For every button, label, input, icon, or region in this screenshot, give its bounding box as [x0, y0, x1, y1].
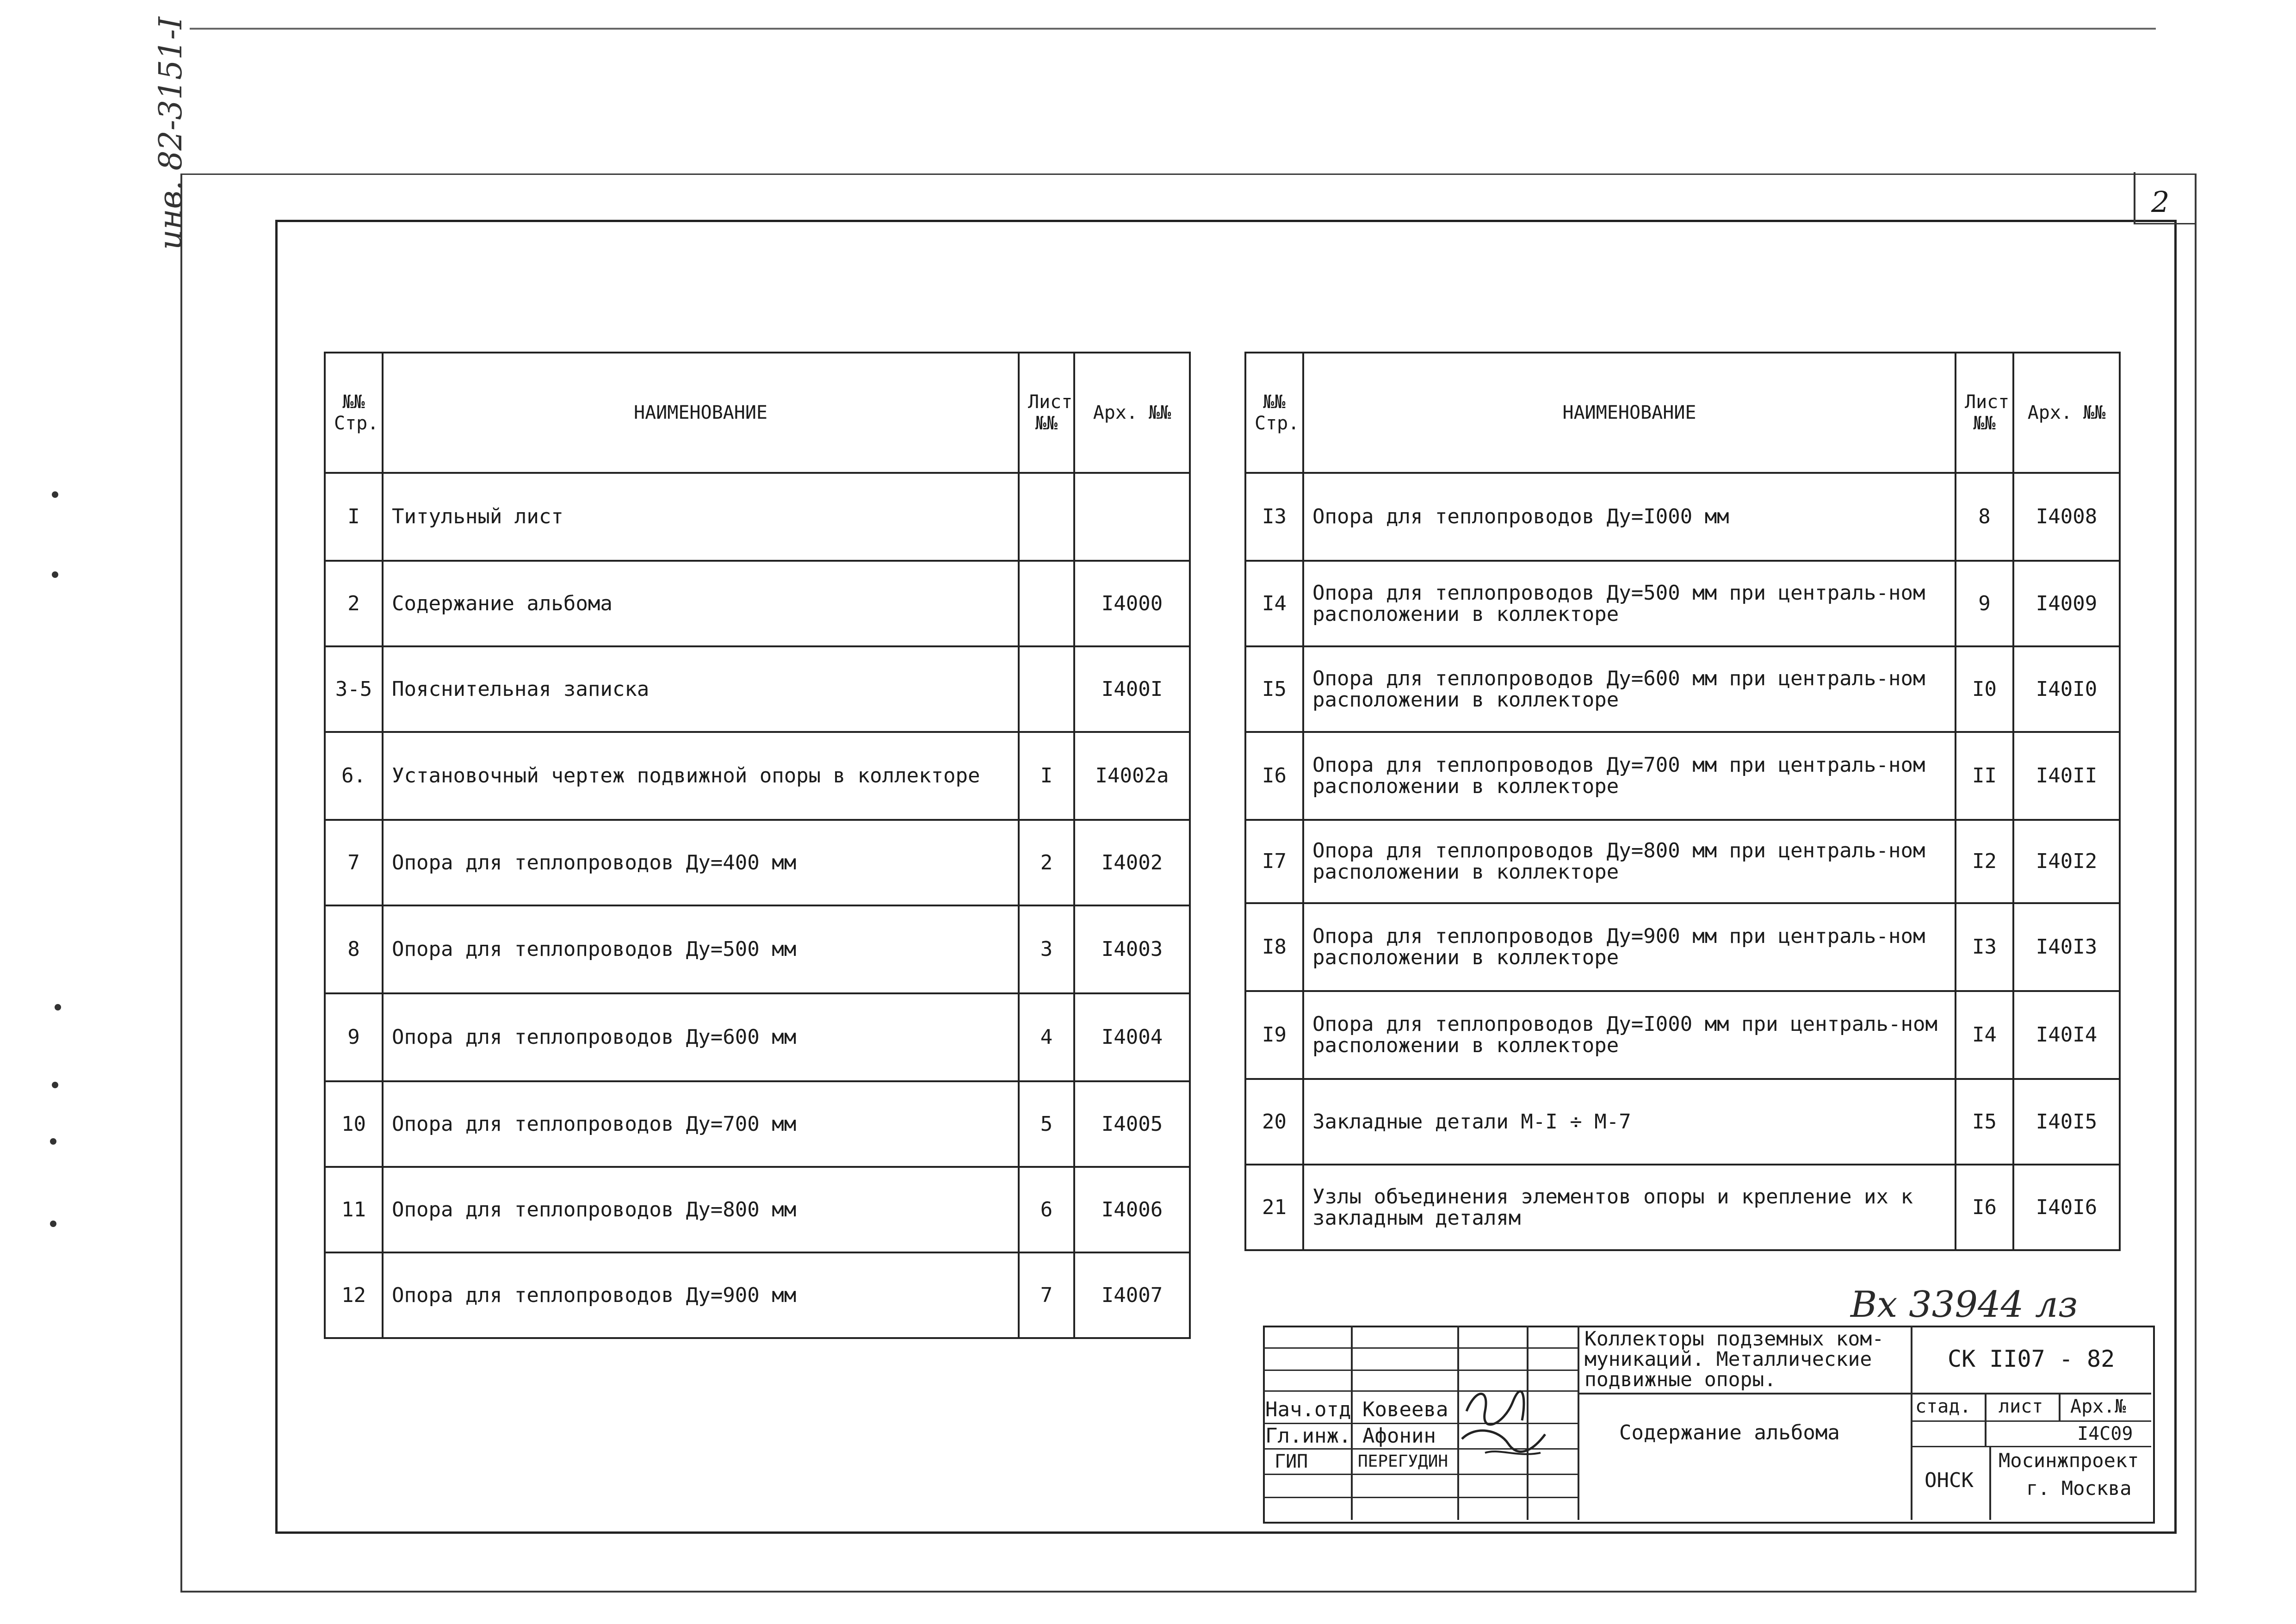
handwritten-signatures	[1457, 1383, 1550, 1476]
signer-role: ГИП	[1275, 1451, 1308, 1472]
stamp-grid-line	[1263, 1347, 1578, 1349]
row-page: I8	[1245, 903, 1303, 991]
row-page: 10	[325, 1081, 383, 1167]
table-row	[325, 1252, 1190, 1338]
row-archive	[1074, 473, 1190, 561]
table-row	[325, 1167, 1190, 1252]
row-name: Опора для теплопроводов Ду=600 мм	[383, 993, 1019, 1081]
header-archive: Арх. №№	[1074, 353, 1190, 473]
row-sheet: I3	[1956, 903, 2013, 991]
header-page-number: №№ Стр.	[1245, 353, 1303, 473]
row-name: Узлы объединения элементов опоры и крепление их к закладным деталям	[1303, 1165, 1956, 1250]
row-name: Закладные детали М-I ÷ М-7	[1303, 1079, 1956, 1165]
row-page: I9	[1245, 991, 1303, 1079]
row-name: Опора для теплопроводов Ду=500 мм	[383, 905, 1019, 993]
organization-city: г. Москва	[2026, 1477, 2132, 1500]
header-sheet: Лист №№	[1956, 353, 2013, 473]
row-name: Опора для теплопроводов Ду=I000 мм при централь-ном расположении в коллекторе	[1303, 991, 1956, 1079]
row-sheet: 2	[1019, 820, 1074, 905]
row-page: I	[325, 473, 383, 561]
row-page: 20	[1245, 1079, 1303, 1165]
row-archive: I4004	[1074, 993, 1190, 1081]
scan-dot	[52, 1082, 58, 1088]
row-sheet: 8	[1956, 473, 2013, 561]
row-archive: I4008	[2013, 473, 2120, 561]
row-archive: I40I4	[2013, 991, 2120, 1079]
row-sheet: I4	[1956, 991, 2013, 1079]
stamp-grid-line	[1911, 1420, 2151, 1422]
row-archive: I4009	[2013, 561, 2120, 646]
row-archive: I4000	[1074, 561, 1190, 646]
table-row	[1245, 903, 2120, 991]
row-name: Опора для теплопроводов Ду=400 мм	[383, 820, 1019, 905]
contents-table-left	[324, 352, 1191, 1339]
table-row	[1245, 1165, 2120, 1250]
row-sheet	[1019, 473, 1074, 561]
side-inventory-note: инв. 82-3151-I	[153, 17, 189, 250]
header-archive: Арх. №№	[2013, 353, 2120, 473]
row-page: I5	[1245, 646, 1303, 732]
handwritten-incoming-number: Вх 33944 лз	[1850, 1284, 2078, 1326]
row-page: I3	[1245, 473, 1303, 561]
row-page: 12	[325, 1252, 383, 1338]
table-row	[325, 820, 1190, 905]
signer-role: Нач.отд	[1265, 1398, 1351, 1421]
row-sheet: 5	[1019, 1081, 1074, 1167]
header-name: НАИМЕНОВАНИЕ	[1303, 353, 1956, 473]
row-archive: I4003	[1074, 905, 1190, 993]
top-rule	[190, 28, 2156, 30]
scan-dot	[52, 571, 58, 578]
row-sheet	[1019, 561, 1074, 646]
row-name: Опора для теплопроводов Ду=600 мм при централь-ном расположении в коллекторе	[1303, 646, 1956, 732]
stamp-grid-line	[1578, 1393, 2151, 1395]
row-archive: I40I6	[2013, 1165, 2120, 1250]
row-sheet: 6	[1019, 1167, 1074, 1252]
row-page: 11	[325, 1167, 383, 1252]
row-sheet: I0	[1956, 646, 2013, 732]
stamp-grid-line	[1263, 1370, 1578, 1371]
table-row	[1245, 1079, 2120, 1165]
stamp-grid-line	[1263, 1497, 1578, 1498]
table-row	[325, 646, 1190, 732]
table-row	[325, 1081, 1190, 1167]
organization-name: Мосинжпроект	[1999, 1449, 2139, 1472]
table-row	[1245, 820, 2120, 903]
row-name: Опора для теплопроводов Ду=700 мм	[383, 1081, 1019, 1167]
row-archive: I4002	[1074, 820, 1190, 905]
signer-name: Афонин	[1362, 1424, 1436, 1448]
signer-name: ПЕРЕГУДИН	[1358, 1452, 1448, 1471]
stamp-grid-line	[2059, 1393, 2061, 1420]
row-archive: I4005	[1074, 1081, 1190, 1167]
archive-value: I4C09	[2077, 1423, 2133, 1444]
row-archive: I400I	[1074, 646, 1190, 732]
row-sheet: 7	[1019, 1252, 1074, 1338]
row-sheet: I2	[1956, 820, 2013, 903]
contents-table-right	[1244, 352, 2121, 1251]
row-page: 3-5	[325, 646, 383, 732]
row-name: Титульный лист	[383, 473, 1019, 561]
row-name: Пояснительная записка	[383, 646, 1019, 732]
row-page: 2	[325, 561, 383, 646]
sheet-label: лист	[1999, 1396, 2043, 1417]
table-row	[1245, 561, 2120, 646]
row-sheet: 3	[1019, 905, 1074, 993]
document-code: СК II07 - 82	[1948, 1345, 2115, 1372]
table-row	[325, 561, 1190, 646]
table-row	[1245, 473, 2120, 561]
scan-dot	[50, 1221, 56, 1227]
table-row	[325, 905, 1190, 993]
table-header-row	[325, 353, 1190, 473]
table-header-row	[1245, 353, 2120, 473]
header-sheet: Лист №№	[1019, 353, 1074, 473]
row-sheet: II	[1956, 732, 2013, 820]
row-page: I7	[1245, 820, 1303, 903]
row-name: Опора для теплопроводов Ду=700 мм при централь-ном расположении в коллекторе	[1303, 732, 1956, 820]
row-page: 9	[325, 993, 383, 1081]
row-name: Опора для теплопроводов Ду=900 мм при централь-ном расположении в коллекторе	[1303, 903, 1956, 991]
row-archive: I4007	[1074, 1252, 1190, 1338]
organization-code: ОНСК	[1925, 1469, 1974, 1492]
row-name: Содержание альбома	[383, 561, 1019, 646]
row-name: Опора для теплопроводов Ду=I000 мм	[1303, 473, 1956, 561]
row-name: Опора для теплопроводов Ду=500 мм при централь-ном расположении в коллекторе	[1303, 561, 1956, 646]
header-page-number: №№ Стр.	[325, 353, 383, 473]
signer-name: Ковеева	[1362, 1398, 1448, 1421]
page-number: 2	[2151, 185, 2170, 219]
row-page: I4	[1245, 561, 1303, 646]
scan-dot	[50, 1138, 56, 1145]
sheet-title: Содержание альбома	[1619, 1421, 1840, 1444]
row-name: Установочный чертеж подвижной опоры в коллекторе	[383, 732, 1019, 820]
header-name: НАИМЕНОВАНИЕ	[383, 353, 1019, 473]
stage-label: стад.	[1915, 1396, 1971, 1417]
row-page: I6	[1245, 732, 1303, 820]
row-archive: I40I3	[2013, 903, 2120, 991]
stamp-grid-line	[1911, 1326, 1912, 1520]
scan-dot	[55, 1004, 61, 1010]
row-name: Опора для теплопроводов Ду=900 мм	[383, 1252, 1019, 1338]
row-page: 21	[1245, 1165, 1303, 1250]
row-page: 6.	[325, 732, 383, 820]
stamp-grid-line	[1578, 1326, 1579, 1520]
archive-label: Арх.№	[2070, 1396, 2126, 1417]
signer-role: Гл.инж.	[1265, 1424, 1351, 1448]
table-row	[325, 473, 1190, 561]
row-archive: I4002а	[1074, 732, 1190, 820]
row-archive: I40I0	[2013, 646, 2120, 732]
row-sheet: I6	[1956, 1165, 2013, 1250]
table-row	[1245, 646, 2120, 732]
table-row	[325, 993, 1190, 1081]
row-page: 8	[325, 905, 383, 993]
stamp-grid-line	[1989, 1446, 1991, 1520]
row-sheet: 4	[1019, 993, 1074, 1081]
row-name: Опора для теплопроводов Ду=800 мм при централь-ном расположении в коллекторе	[1303, 820, 1956, 903]
stamp-grid-line	[1985, 1393, 1987, 1446]
project-title: Коллекторы подземных ком-муникаций. Металлические подвижные опоры.	[1584, 1327, 1884, 1391]
stamp-grid-line	[1911, 1446, 2151, 1447]
row-archive: I40I2	[2013, 820, 2120, 903]
scan-dot	[52, 491, 58, 498]
row-archive: I4006	[1074, 1167, 1190, 1252]
row-archive: I40I5	[2013, 1079, 2120, 1165]
row-sheet: I5	[1956, 1079, 2013, 1165]
row-name: Опора для теплопроводов Ду=800 мм	[383, 1167, 1019, 1252]
table-row	[1245, 732, 2120, 820]
table-row	[325, 732, 1190, 820]
row-sheet: I	[1019, 732, 1074, 820]
row-page: 7	[325, 820, 383, 905]
table-row	[1245, 991, 2120, 1079]
row-sheet: 9	[1956, 561, 2013, 646]
row-archive: I40II	[2013, 732, 2120, 820]
row-sheet	[1019, 646, 1074, 732]
